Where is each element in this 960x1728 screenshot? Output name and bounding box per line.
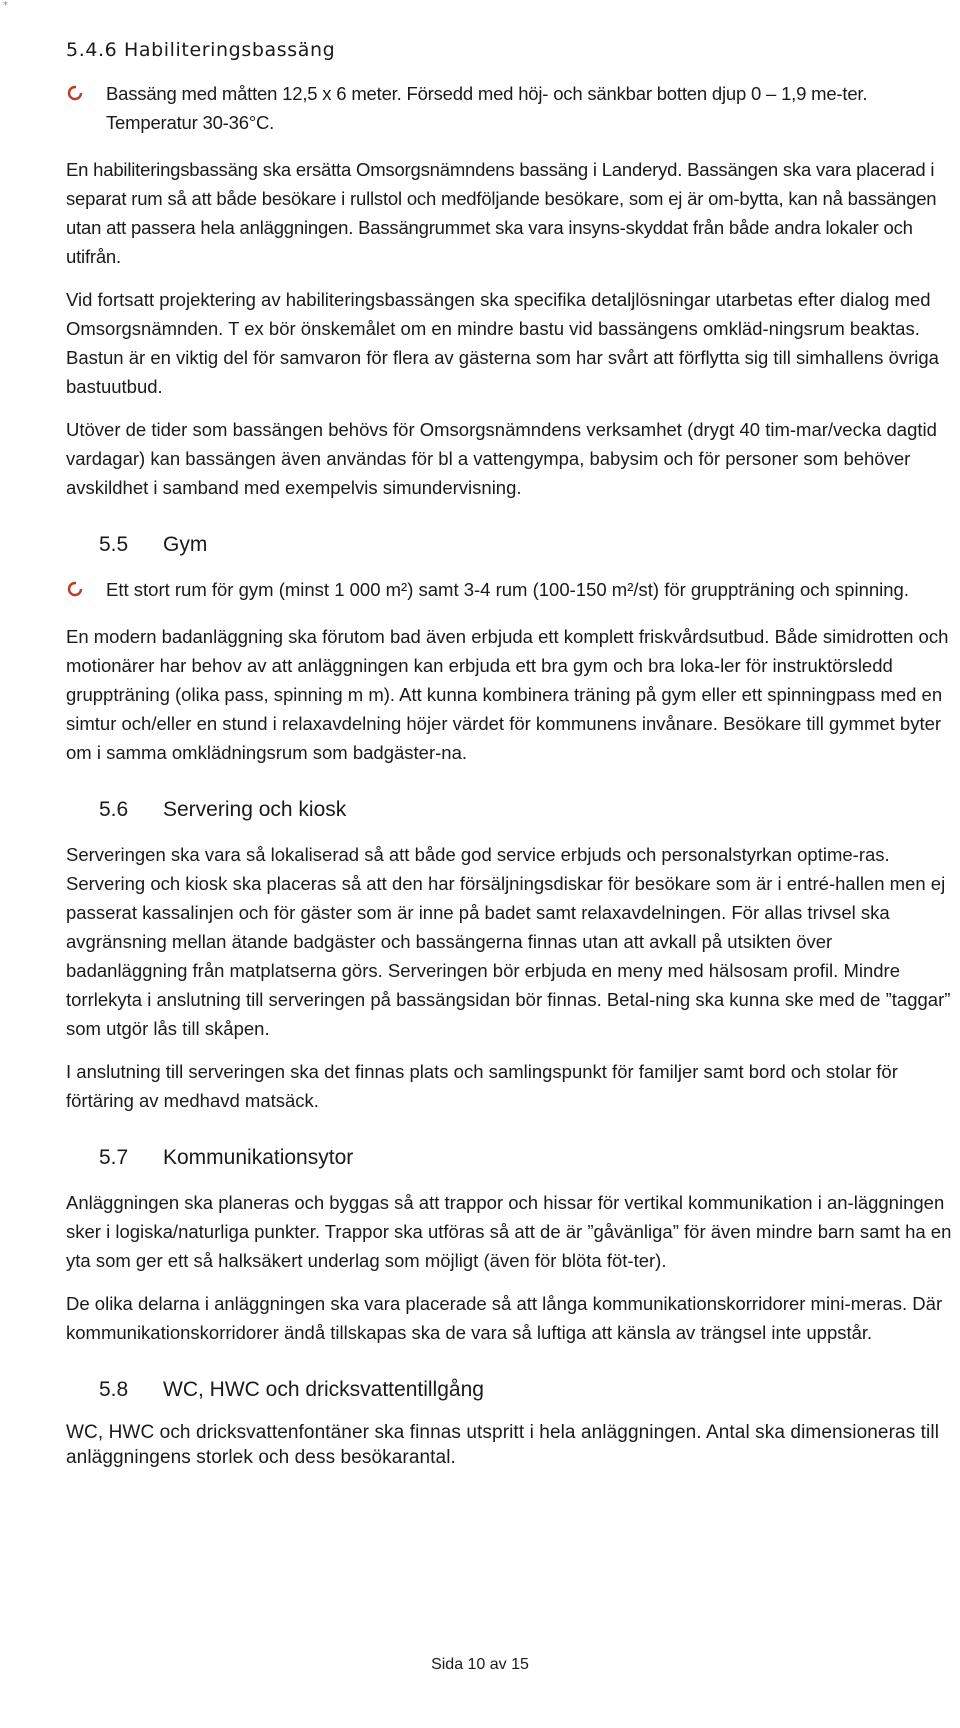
section-title: WC, HWC och dricksvattentillgång <box>163 1378 484 1401</box>
paragraph: Serveringen ska vara så lokaliserad så att både god service erbjuds och personalstyrkan optime-ras. Servering och kiosk ska placeras så att den har försäljningsdiskar för besökare som är i entré-hallen men ej passerat kassalinjen och för gäster som är inne på badet samt relaxavdelningen. För allas trivsel ska avgränsning mellan ätande badgäster och bassängerna finnas utan att avkall på utsikten över badanläggning från matplatserna görs. Serveringen bör erbjuda en meny med hälsosam profil. Mindre torrlekyta i anslutning till serveringen på bassängsidan bör finnas. Betal-ning ska kunna ske med de ”taggar” som utgör lås till skåpen. <box>66 844 951 1039</box>
paragraph: WC, HWC och dricksvattenfontäner ska finnas utspritt i hela anläggningen. Antal ska dimensioneras till anläggningens storlek och dess besökarantal. <box>66 1422 940 1468</box>
section-heading-5-5 <box>99 530 958 559</box>
paragraph: Anläggningen ska planeras och byggas så att trappor och hissar för vertikal kommunikation i an-läggningen sker i logiska/naturliga punkter. Trappor ska utföras så att de är ”gåvänliga” för även mindre barn samt ha en yta som ger ett så halksäkert underlag som möjligt (även för blöta föt-ter). <box>66 1192 952 1271</box>
bullet-item-pool-size <box>66 79 958 137</box>
paragraph: Utöver de tider som bassängen behövs för Omsorgsnämndens verksamhet (drygt 40 tim-mar/vecka dagtid vardagar) kan bassängen även användas för bl a vattengympa, babysim och för personer som behöver avskildhet i samband med exempelvis simundervisning. <box>66 419 937 498</box>
ring-bullet-icon <box>66 84 84 102</box>
section-title: Servering och kiosk <box>163 798 347 821</box>
paragraph: En modern badanläggning ska förutom bad även erbjuda ett komplett friskvårdsutbud. Både simidrotten och motionärer har behov av att anläggningen kan erbjuda ett bra gym och bra loka-ler för instruktörsledd gruppträning (olika pass, spinning m m). Att kunna kombinera träning på gym eller ett spinningpass med en simtur och/eller en stund i relaxavdelning höjer värdet för kommunens invånare. Besökare till gymmet byter om i samma omklädningsrum som badgäster-na. <box>66 626 949 763</box>
bullet-text: Bassäng med måtten 12,5 x 6 meter. Försedd med höj- och sänkbar botten djup 0 – 1,9 me-ter. Temperatur 30-36°C. <box>106 83 868 133</box>
paragraph: En habiliteringsbassäng ska ersätta Omsorgsnämndens bassäng i Landeryd. Bassängen ska vara placerad i separat rum så att både besökare i rullstol och medföljande besökare, som ej är om-bytta, kan nå bassängen utan att passera hela anläggningen. Bassängrummet ska vara insyns-skyddat från både andra lokaler och utifrån. <box>66 159 937 267</box>
bullet-text: Ett stort rum för gym (minst 1 000 m²) samt 3-4 rum (100-150 m²/st) för gruppträning och spinning. <box>106 579 909 600</box>
section-heading-5-7 <box>99 1143 958 1172</box>
section-number: 5.8 <box>99 1378 129 1401</box>
document-body <box>66 36 958 1484</box>
paragraph: I anslutning till serveringen ska det finnas plats och samlingspunkt för familjer samt bord och stolar för förtäring av medhavd matsäck. <box>66 1061 898 1111</box>
section-title: Kommunikationsytor <box>163 1146 354 1169</box>
paragraph: De olika delarna i anläggningen ska vara placerade så att långa kommunikationskorridorer mini-meras. Där kommunikationskorridorer ändå tillskapas ska de vara så luftiga att känsla av trängsel inte uppstår. <box>66 1293 943 1343</box>
section-heading-5-6 <box>99 795 958 824</box>
bullet-item-gym <box>66 575 958 604</box>
paragraph: Vid fortsatt projektering av habiliteringsbassängen ska specifika detaljlösningar utarbetas efter dialog med Omsorgsnämnden. T ex bör önskemålet om en mindre bastu vid bassängens omkläd-ningsrum beaktas. Bastun är en viktig del för samvaron för flera av gästerna som har svårt att förflytta sig till simhallens övriga bastuutbud. <box>66 289 939 397</box>
page-number-footer: Sida 10 av 15 <box>431 1656 529 1673</box>
corner-mark: * <box>3 0 8 11</box>
section-number: 5.5 <box>99 533 129 556</box>
section-heading-5-8 <box>99 1375 958 1404</box>
section-title: Gym <box>163 533 208 556</box>
section-number: 5.7 <box>99 1146 129 1169</box>
section-heading-5-4-6: 5.4.6 Habiliteringsbassäng <box>66 39 336 61</box>
section-number: 5.6 <box>99 798 129 821</box>
ring-bullet-icon <box>66 580 84 598</box>
